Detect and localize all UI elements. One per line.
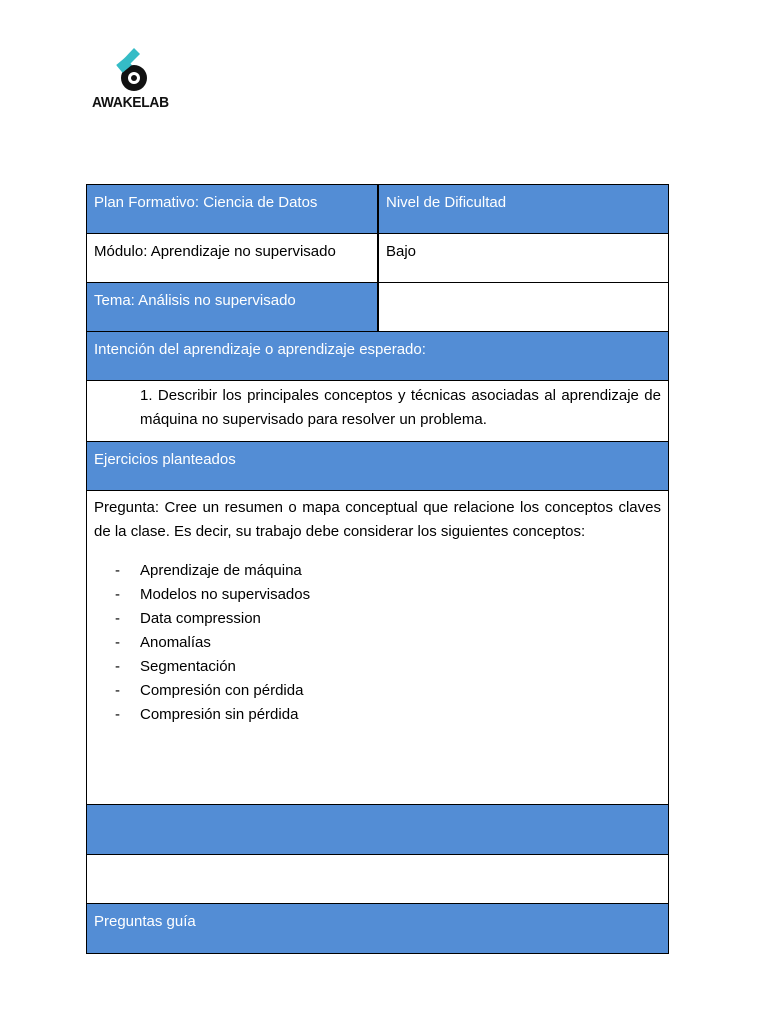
plan-row	[86, 184, 669, 235]
guide-questions-row	[86, 903, 669, 954]
plan-cell: Plan Formativo: Ciencia de Datos	[94, 194, 318, 211]
logo-wordmark: AWAKELAB	[92, 94, 169, 111]
topic-cell: Tema: Análisis no supervisado	[87, 283, 377, 332]
awakelab-logo	[92, 46, 174, 116]
concept-list	[87, 559, 668, 727]
guide-questions-label: Preguntas guía	[94, 913, 196, 930]
concept-item: - Compresión con pérdida	[115, 679, 668, 703]
concept-item: - Compresión sin pérdida	[115, 703, 668, 727]
empty-cell	[379, 283, 668, 332]
concept-item: - Anomalías	[115, 631, 668, 655]
difficulty-label: Nivel de Dificultad	[386, 194, 507, 211]
exercises-label: Ejercicios planteados	[94, 451, 236, 468]
objective-row	[86, 380, 669, 442]
objective-text: 1. Describir los principales conceptos y técnicas asociadas al aprendizaje de máquina no supervisado para resolver un problema.	[140, 387, 661, 428]
concept-item: - Aprendizaje de máquina	[115, 559, 668, 583]
concept-item: - Segmentación	[115, 655, 668, 679]
intention-label: Intención del aprendizaje o aprendizaje esperado:	[94, 341, 426, 358]
intention-row	[86, 331, 669, 382]
exercises-row	[86, 441, 669, 492]
difficulty-value: Bajo	[386, 243, 417, 260]
module-row	[86, 233, 669, 284]
blank-white-row	[86, 854, 669, 905]
question-row	[86, 490, 669, 806]
awakelab-logo-icon	[110, 46, 154, 94]
blank-blue-row	[86, 804, 669, 855]
concept-item: - Data compression	[115, 607, 668, 631]
module-cell: Módulo: Aprendizaje no supervisado	[94, 243, 336, 260]
question-text: Pregunta: Cree un resumen o mapa conceptual que relacione los conceptos claves de la clase. Es decir, su trabajo debe considerar los siguientes conceptos:	[94, 499, 661, 540]
topic-row	[86, 282, 669, 333]
concept-item: - Modelos no supervisados	[115, 583, 668, 607]
